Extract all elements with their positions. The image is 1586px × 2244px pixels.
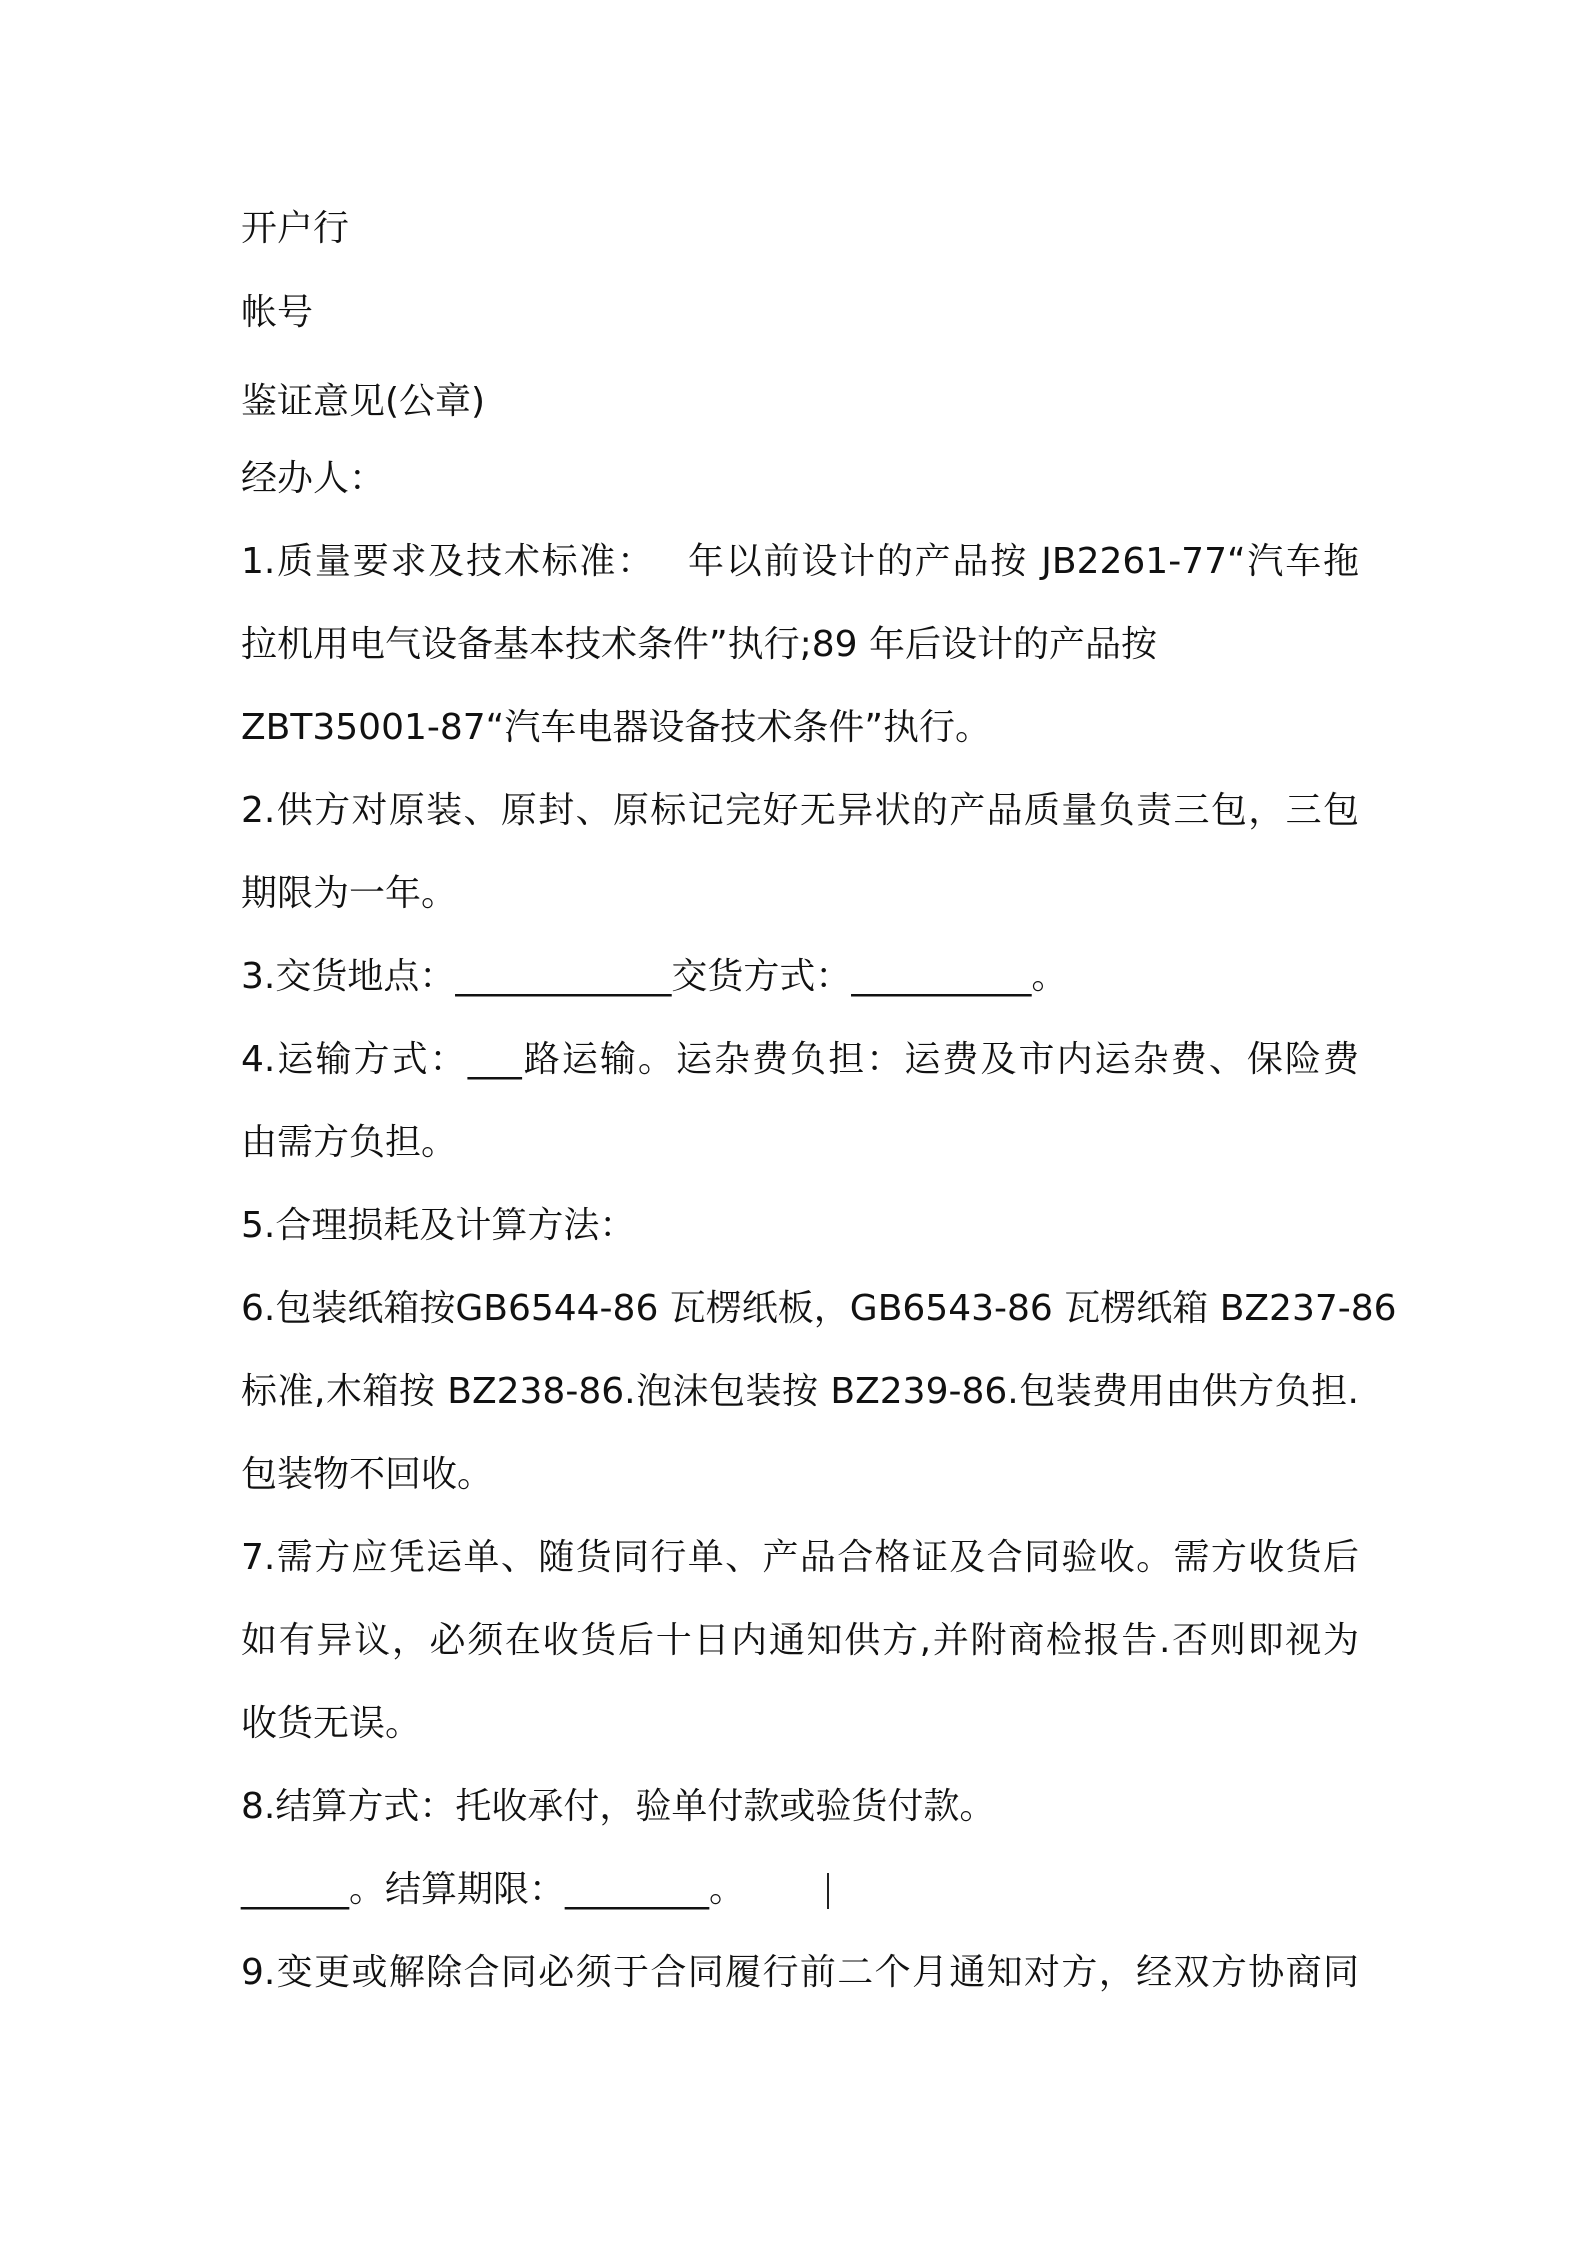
text-line: 3.交货地点：____________交货方式：__________。 bbox=[241, 956, 1068, 997]
text-line: ZBT35001-87“汽车电器设备技术条件”执行。 bbox=[241, 707, 991, 748]
text-line: 标准,木箱按 BZ238-86.泡沫包装按 BZ239-86.包装费用由供方负担. bbox=[241, 1371, 1359, 1412]
text-line: 2.供方对原装、原封、原标记完好无异状的产品质量负责三包，三包 bbox=[241, 790, 1359, 831]
text-line: 7.需方应凭运单、随货同行单、产品合格证及合同验收。需方收货后 bbox=[241, 1537, 1359, 1578]
text-line: 期限为一年。 bbox=[241, 873, 458, 914]
settlement-term-line bbox=[241, 1869, 829, 1911]
text-line: 经办人： bbox=[241, 458, 386, 499]
text-line: 9.变更或解除合同必须于合同履行前二个月通知对方，经双方协商同 bbox=[241, 1952, 1359, 1993]
text-line: 8.结算方式：托收承付，验单付款或验货付款。 bbox=[241, 1786, 996, 1827]
text-line: 鉴证意见(公章) bbox=[241, 381, 486, 422]
text-line: 帐号 bbox=[241, 292, 314, 333]
text-line: 包装物不回收。 bbox=[241, 1454, 494, 1495]
text-line: 拉机用电气设备基本技术条件”执行;89 年后设计的产品按 bbox=[241, 624, 1158, 665]
text-line: 收货无误。 bbox=[241, 1703, 422, 1744]
text-line: 开户行 bbox=[241, 208, 350, 249]
text-line: 1.质量要求及技术标准： 年以前设计的产品按 JB2261-77“汽车拖 bbox=[241, 541, 1359, 582]
text-line: 5.合理损耗及计算方法： bbox=[241, 1205, 636, 1246]
text-line: 由需方负担。 bbox=[241, 1122, 458, 1163]
text-line: 6.包装纸箱按GB6544-86 瓦楞纸板，GB6543-86 瓦楞纸箱 BZ237-86 bbox=[241, 1288, 1397, 1329]
text-line: 如有异议，必须在收货后十日内通知供方,并附商检报告.否则即视为 bbox=[241, 1620, 1359, 1661]
text-line: 4.运输方式：___路运输。运杂费负担：运费及市内运杂费、保险费 bbox=[241, 1039, 1359, 1080]
text-cursor bbox=[827, 1873, 829, 1909]
text-line: ______。结算期限：________。 bbox=[241, 1869, 746, 1910]
